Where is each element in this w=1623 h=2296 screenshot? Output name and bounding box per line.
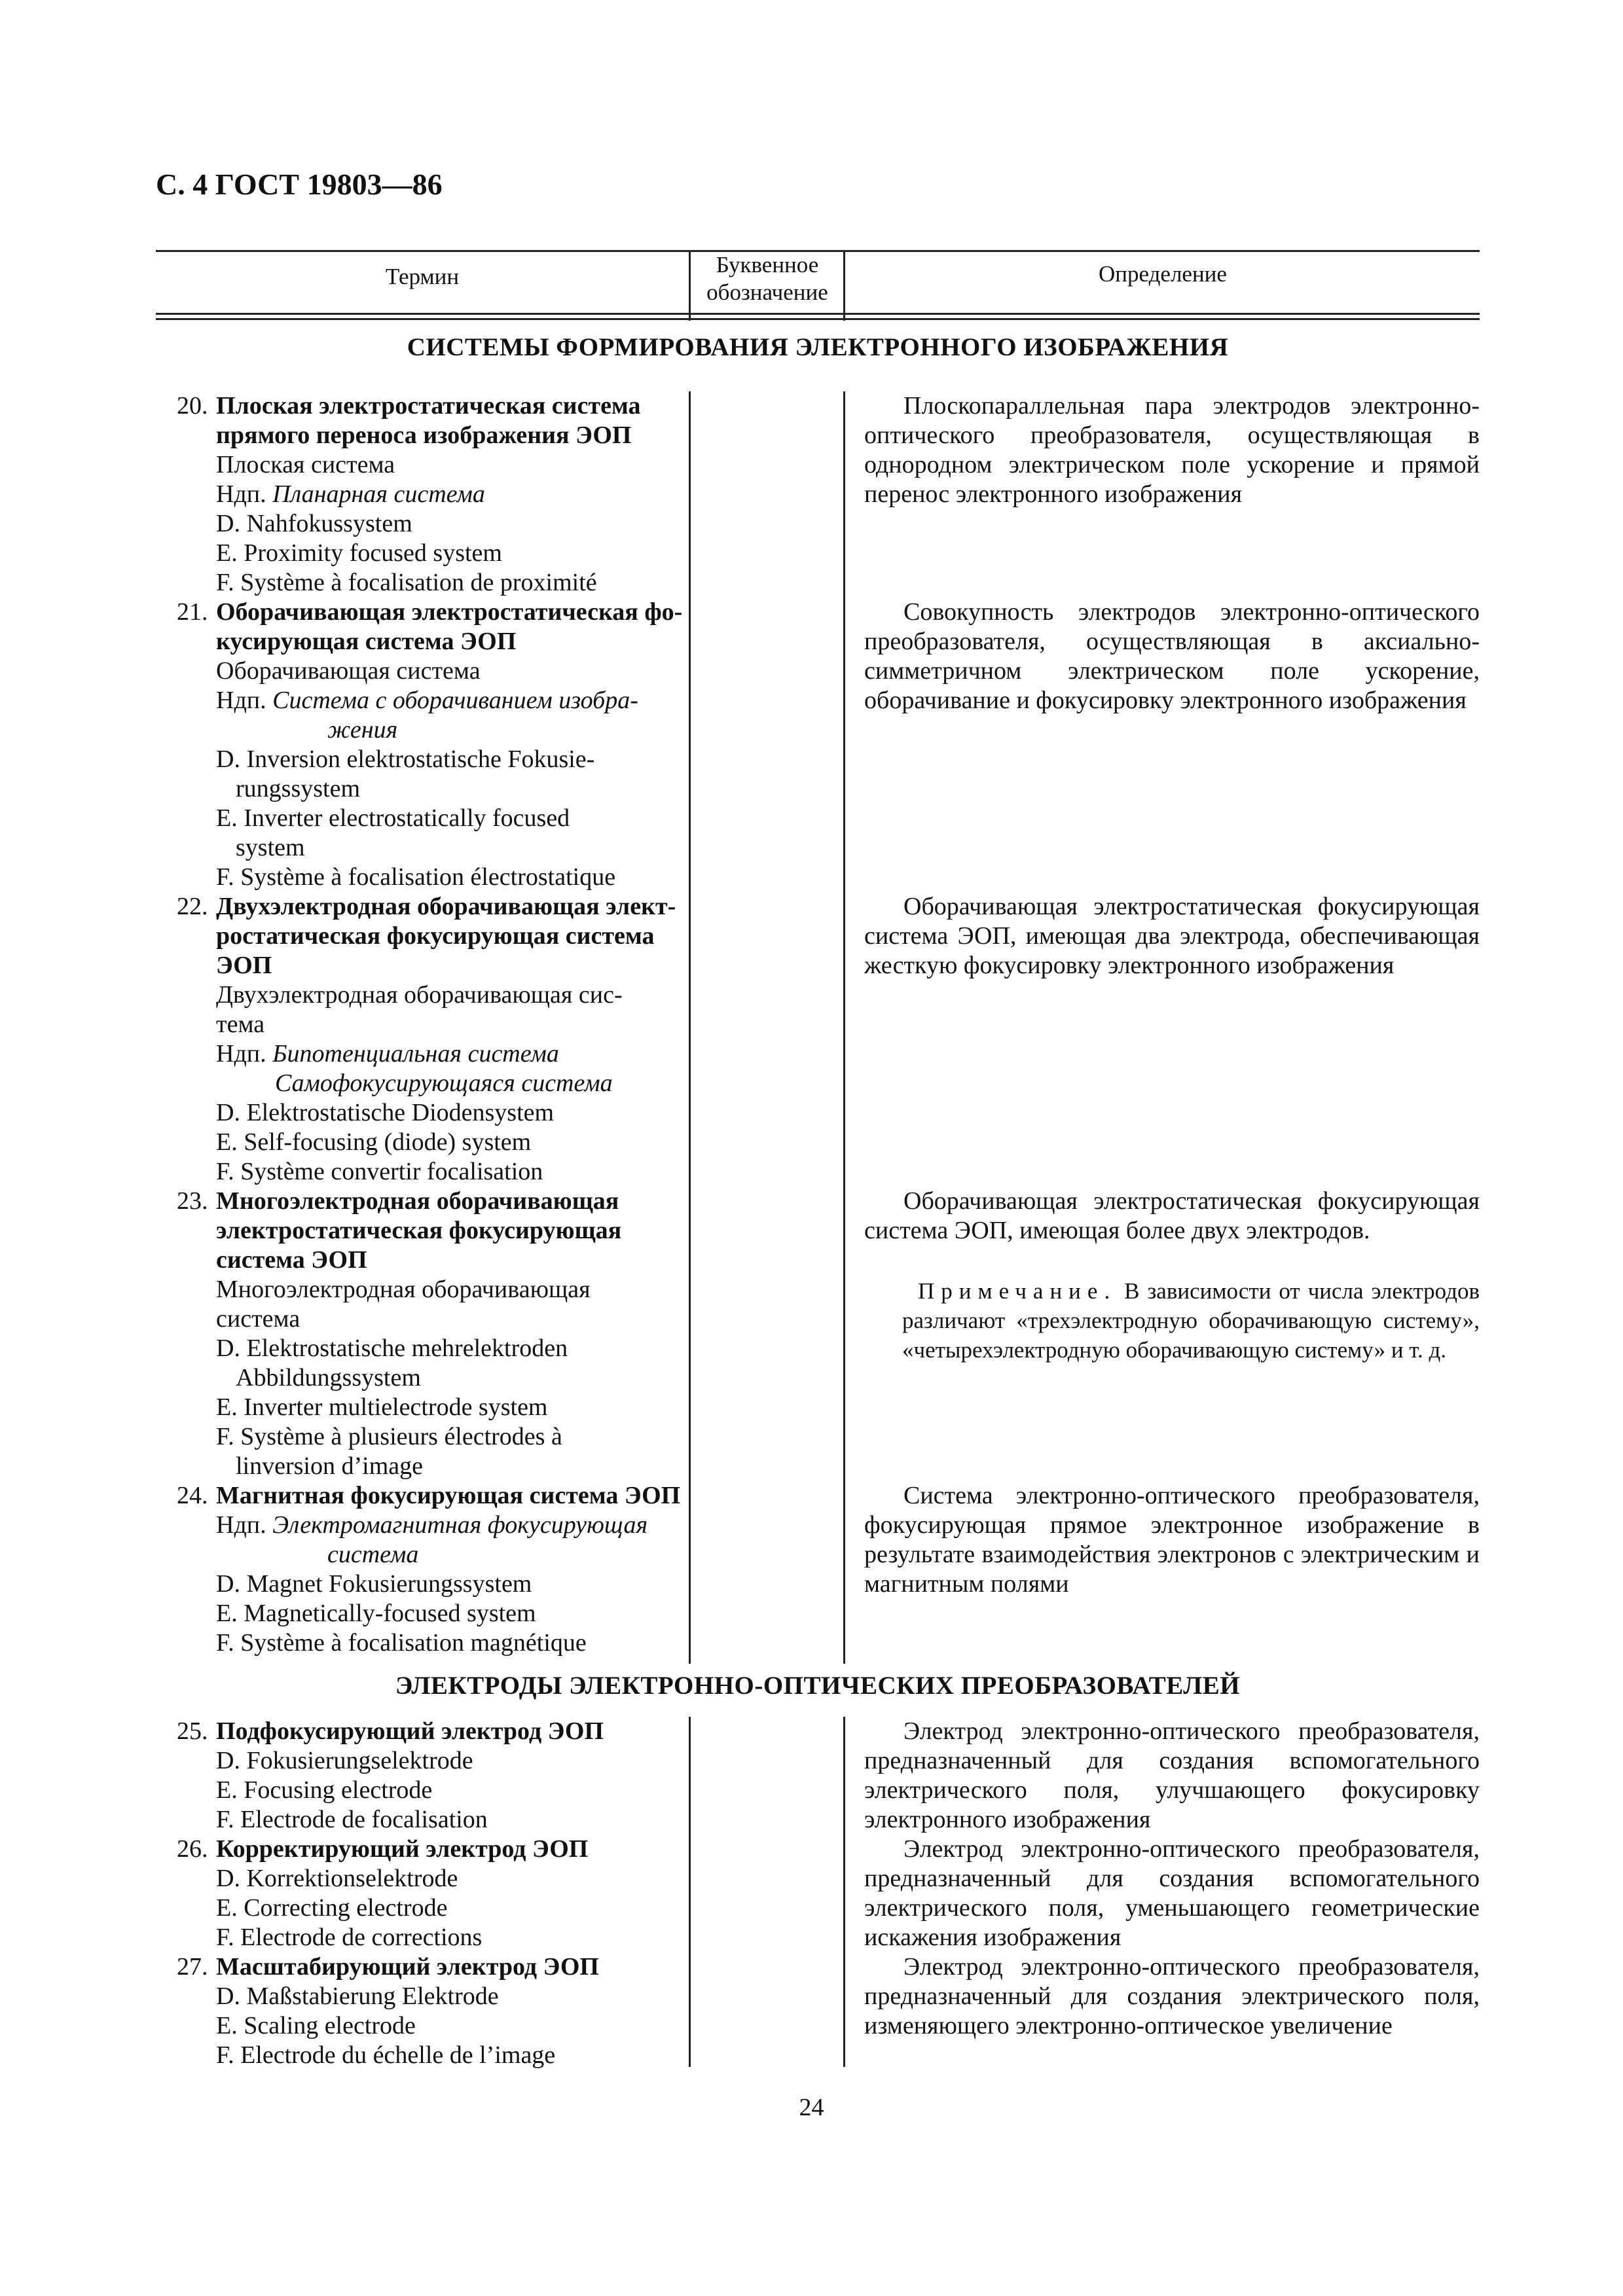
term-definition: Система электронно-оптического преобразователя, фокусирующая прямое электронное изображение в результате взаимодействия электронов с электрическим и магнитным полями: [864, 1482, 1480, 1598]
term-number: 26.: [177, 1835, 208, 1863]
term-title: ЭОП: [216, 952, 272, 979]
table-header-rule-double: [156, 318, 1480, 320]
term-title: Корректирующий электрод ЭОП: [216, 1835, 589, 1863]
term-ndp: Электромагнитная фокусирующая: [272, 1511, 648, 1539]
term-title: Двухэлектродная оборачивающая элект-: [216, 893, 676, 920]
term-title: Магнитная фокусирующая система ЭОП: [216, 1482, 681, 1509]
term-german: Abbildungssystem: [236, 1364, 421, 1391]
term-english: E. Correcting electrode: [216, 1894, 448, 1922]
ndp-label: Ндп.: [216, 1040, 266, 1067]
term-title: электростатическая фокусирующая: [216, 1217, 622, 1244]
term-title: Оборачивающая электростатическая фо-: [216, 598, 683, 626]
ndp-label: Ндп.: [216, 687, 266, 714]
term-number: 24.: [177, 1482, 208, 1509]
section-title: ЭЛЕКТРОДЫ ЭЛЕКТРОННО-ОПТИЧЕСКИХ ПРЕОБРАЗОВАТЕЛЕЙ: [395, 1672, 1241, 1700]
term-german: D. Maßstabierung Elektrode: [216, 1982, 499, 2010]
term-english: system: [236, 834, 305, 861]
term-english: E. Proximity focused system: [216, 539, 502, 567]
term-number: 23.: [177, 1187, 208, 1215]
term-number: 20.: [177, 392, 208, 420]
term-title: Подфокусирующий электрод ЭОП: [216, 1717, 604, 1745]
term-number: 25.: [177, 1717, 208, 1745]
term-title: прямого переноса изображения ЭОП: [216, 422, 632, 449]
term-ndp: система: [327, 1541, 419, 1568]
term-french: F. Electrode du échelle de l’image: [216, 2041, 556, 2069]
term-english: E. Inverter multielectrode system: [216, 1393, 548, 1421]
term-french: F. Système à plusieurs électrodes à: [216, 1423, 562, 1450]
col-divider-term: [689, 250, 691, 321]
term-number: 21.: [177, 598, 208, 626]
term-german: D. Inversion elektrostatische Fokusie-: [216, 745, 595, 773]
col-divider-designation: [843, 250, 845, 321]
term-german: rungssystem: [236, 775, 360, 802]
term-ndp: Самофокусирующаяся система: [275, 1069, 613, 1097]
term-definition: Оборачивающая электростатическая фокусирующая система ЭОП, имеющая более двух электродов.: [864, 1187, 1480, 1244]
ndp-label: Ндп.: [216, 1511, 266, 1539]
table-header-rule: [156, 313, 1480, 315]
column-header-definition: Определение: [1099, 261, 1227, 287]
term-german: D. Elektrostatische mehrelektroden: [216, 1335, 568, 1362]
col-divider-term: [689, 391, 691, 1664]
term-german: D. Elektrostatische Diodensystem: [216, 1099, 555, 1126]
term-entry: [177, 598, 683, 892]
term-short-form: Двухэлектродная оборачивающая сис-: [216, 981, 623, 1009]
column-header-designation: Буквенное обозначение: [706, 252, 828, 305]
term-title: Масштабирующий электрод ЭОП: [216, 1953, 599, 1981]
term-french: F. Système à focalisation électrostatique: [216, 863, 616, 891]
term-short-form: Оборачивающая система: [216, 657, 481, 685]
col-divider-designation: [843, 391, 845, 1664]
note-label: Примечание.: [918, 1278, 1117, 1304]
term-definition: Электрод электронно-оптического преобразователя, предназначенный для создания вспомогательного электрического поля, уменьшающего геометрические искажения изображения: [864, 1835, 1480, 1951]
term-short-form: Многоэлектродная оборачивающая: [216, 1276, 591, 1303]
term-german: D. Fokusierungselektrode: [216, 1747, 473, 1774]
term-entry: [177, 1481, 681, 1658]
term-german: D. Korrektionselektrode: [216, 1865, 458, 1892]
term-english: E. Self-focusing (diode) system: [216, 1128, 532, 1156]
note-text: В зависимости от числа электродов различают «трехэлектродную оборачивающую систему», «четырехэлектродную оборачивающую систему» и т. д.: [902, 1278, 1480, 1363]
term-number: 22.: [177, 893, 208, 920]
term-french: F. Système convertir focalisation: [216, 1158, 543, 1185]
term-short-form: тема: [216, 1011, 265, 1038]
term-title: ростатическая фокусирующая система: [216, 922, 655, 950]
term-french: F. Electrode de corrections: [216, 1924, 483, 1951]
col-divider-designation: [843, 1717, 845, 2067]
term-definition: Электрод электронно-оптического преобразователя, предназначенный для создания вспомогательного электрического поля, улучшающего фокусировку электронного изображения: [864, 1717, 1480, 1833]
note: [902, 1276, 1480, 1365]
term-entry: [177, 1717, 674, 1835]
term-german: D. Magnet Fokusierungssystem: [216, 1570, 532, 1598]
ndp-label: Ндп.: [216, 480, 266, 508]
col-divider-term: [689, 1717, 691, 2067]
term-entry: [177, 1952, 674, 2070]
column-header-term: Термин: [385, 264, 460, 289]
term-ndp: Система с оборачиванием изобра-: [272, 687, 638, 714]
term-title: Многоэлектродная оборачивающая: [216, 1187, 619, 1215]
term-definition: Совокупность электродов электронно-оптического преобразователя, осуществляющая в аксиально-симметричном электрическом поле ускорение, оборачивание и фокусировку электронного изображения: [864, 598, 1480, 714]
term-entry: [177, 1187, 674, 1481]
term-title: Плоская электростатическая система: [216, 392, 641, 420]
page-number: 24: [799, 2094, 824, 2121]
term-german: D. Nahfokussystem: [216, 510, 412, 537]
term-definition: Плоскопараллельная пара электродов электронно-оптического преобразователя, осуществляющая в однородном электрическом поле ускорение и прямой перенос электронного изображения: [864, 392, 1480, 508]
term-short-form: Плоская система: [216, 451, 395, 478]
term-title: кусирующая система ЭОП: [216, 628, 517, 655]
term-french: F. Système à focalisation de proximité: [216, 569, 597, 596]
page-header: С. 4 ГОСТ 19803—86: [156, 168, 443, 201]
term-french: linversion d’image: [236, 1452, 423, 1480]
term-english: E. Focusing electrode: [216, 1776, 433, 1804]
term-entry: [177, 391, 674, 598]
term-number: 27.: [177, 1953, 208, 1981]
term-entry: [177, 892, 674, 1187]
term-ndp: жения: [327, 716, 398, 744]
term-definition: Оборачивающая электростатическая фокусирующая система ЭОП, имеющая два электрода, обеспечивающая жесткую фокусировку электронного изображения: [864, 893, 1480, 979]
term-short-form: система: [216, 1305, 301, 1333]
term-ndp: Планарная система: [272, 480, 485, 508]
term-english: E. Scaling electrode: [216, 2012, 416, 2039]
term-definition: Электрод электронно-оптического преобразователя, предназначенный для создания электрического поля, изменяющего электронно-оптическое увеличение: [864, 1953, 1480, 2039]
term-ndp: Бипотенциальная система: [272, 1040, 559, 1067]
term-title: система ЭОП: [216, 1246, 367, 1274]
term-english: E. Inverter electrostatically focused: [216, 804, 570, 832]
term-english: E. Magnetically-focused system: [216, 1600, 536, 1627]
term-entry: [177, 1835, 674, 1952]
section-title: СИСТЕМЫ ФОРМИРОВАНИЯ ЭЛЕКТРОННОГО ИЗОБРАЖЕНИЯ: [407, 333, 1229, 361]
term-french: F. Electrode de focalisation: [216, 1806, 488, 1833]
term-french: F. Système à focalisation magnétique: [216, 1629, 587, 1657]
